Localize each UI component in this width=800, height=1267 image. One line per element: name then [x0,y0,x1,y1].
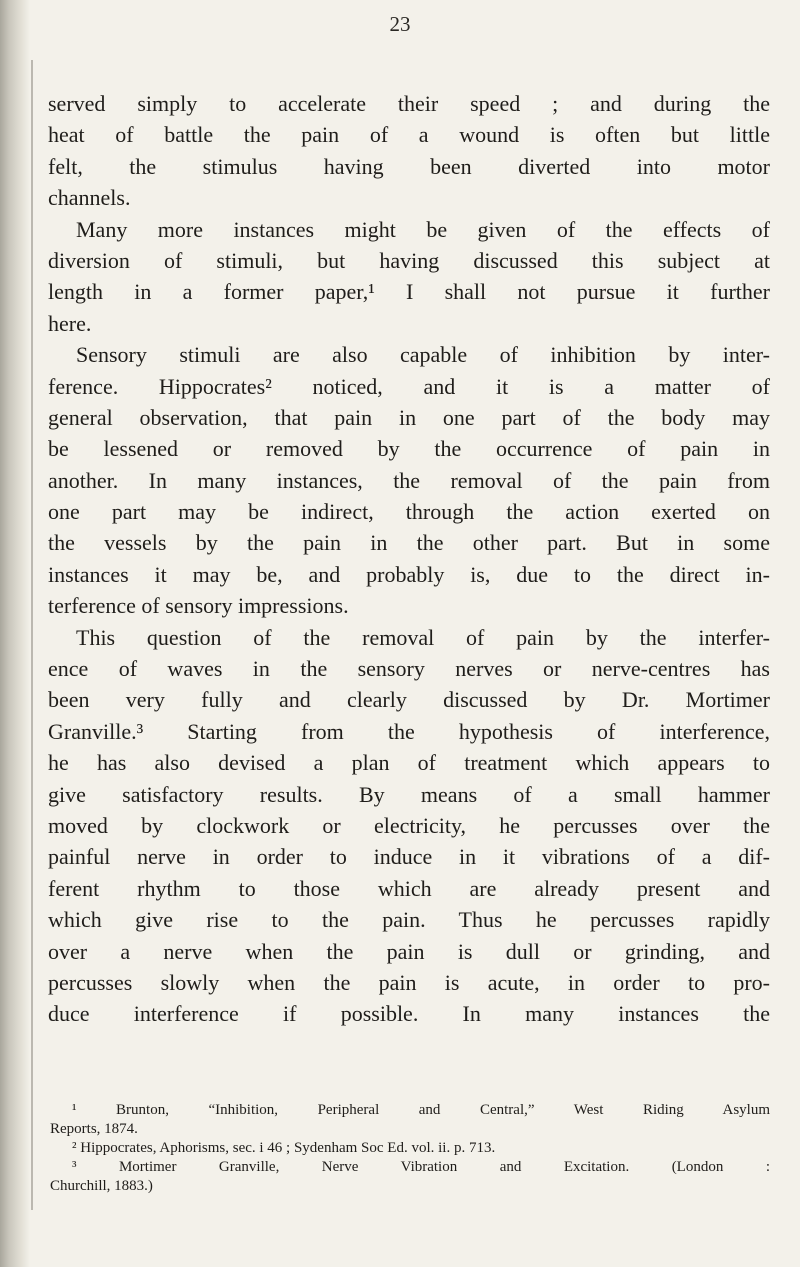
body-line: felt, the stimulus having been diverted into motor [48,153,770,179]
body-line: Granville.³ Starting from the hypothesis of interference, [48,718,770,744]
body-line: ence of waves in the sensory nerves or nerve-centres has [48,656,770,682]
footnote-3-continuation: Churchill, 1883.) [50,1178,153,1194]
body-line: which give rise to the pain. Thus he percusses rapidly [48,907,770,933]
body-line: percusses slowly when the pain is acute, in order to pro- [48,969,770,995]
footnote-3: ³ Mortimer Granville, Nerve Vibration and Excitation. (London : [72,1159,770,1175]
paragraph-start-line: Many more instances might be given of the effects of [76,216,770,242]
body-line: one part may be indirect, through the action exerted on [48,499,770,525]
body-line: he has also devised a plan of treatment which appears to [48,750,770,776]
book-binding-shadow [0,0,30,1267]
body-line: ference. Hippocrates² noticed, and it is a matter of [48,373,770,399]
footnotes [50,1101,770,1196]
body-text [48,88,770,1030]
footnote-1-continuation: Reports, 1874. [50,1121,138,1137]
body-line: give satisfactory results. By means of a small hammer [48,781,770,807]
body-line: duce interference if possible. In many instances the [48,1001,770,1027]
body-line: general observation, that pain in one part of the body may [48,404,770,430]
body-line: channels. [48,185,131,211]
paragraph-start-line: Sensory stimuli are also capable of inhibition by inter- [76,342,770,368]
body-line: instances it may be, and probably is, due to the direct in- [48,561,770,587]
body-line: diversion of stimuli, but having discussed this subject at [48,247,770,273]
body-line: painful nerve in order to induce in it vibrations of a dif- [48,844,770,870]
body-line: over a nerve when the pain is dull or grinding, and [48,938,770,964]
page-number: 23 [389,12,411,36]
body-line: been very fully and clearly discussed by Dr. Mortimer [48,687,770,713]
body-line: another. In many instances, the removal of the pain from [48,467,770,493]
body-line: length in a former paper,¹ I shall not pursue it further [48,279,770,305]
body-line: be lessened or removed by the occurrence of pain in [48,436,770,462]
footnote-1: ¹ Brunton, “Inhibition, Peripheral and Central,” West Riding Asylum [72,1102,770,1118]
body-line: the vessels by the pain in the other part. But in some [48,530,770,556]
footnote-2: ² Hippocrates, Aphorisms, sec. i 46 ; Sydenham Soc Ed. vol. ii. p. 713. [72,1140,496,1156]
body-line: ferent rhythm to those which are already present and [48,875,770,901]
gutter-rule [31,60,33,1210]
body-line: here. [48,310,92,336]
body-line: heat of battle the pain of a wound is often but little [48,122,770,148]
body-line: moved by clockwork or electricity, he percusses over the [48,812,770,838]
paragraph-start-line: This question of the removal of pain by the interfer- [76,624,770,650]
body-line: terference of sensory impressions. [48,593,349,619]
body-line: served simply to accelerate their speed ; and during the [48,91,770,116]
